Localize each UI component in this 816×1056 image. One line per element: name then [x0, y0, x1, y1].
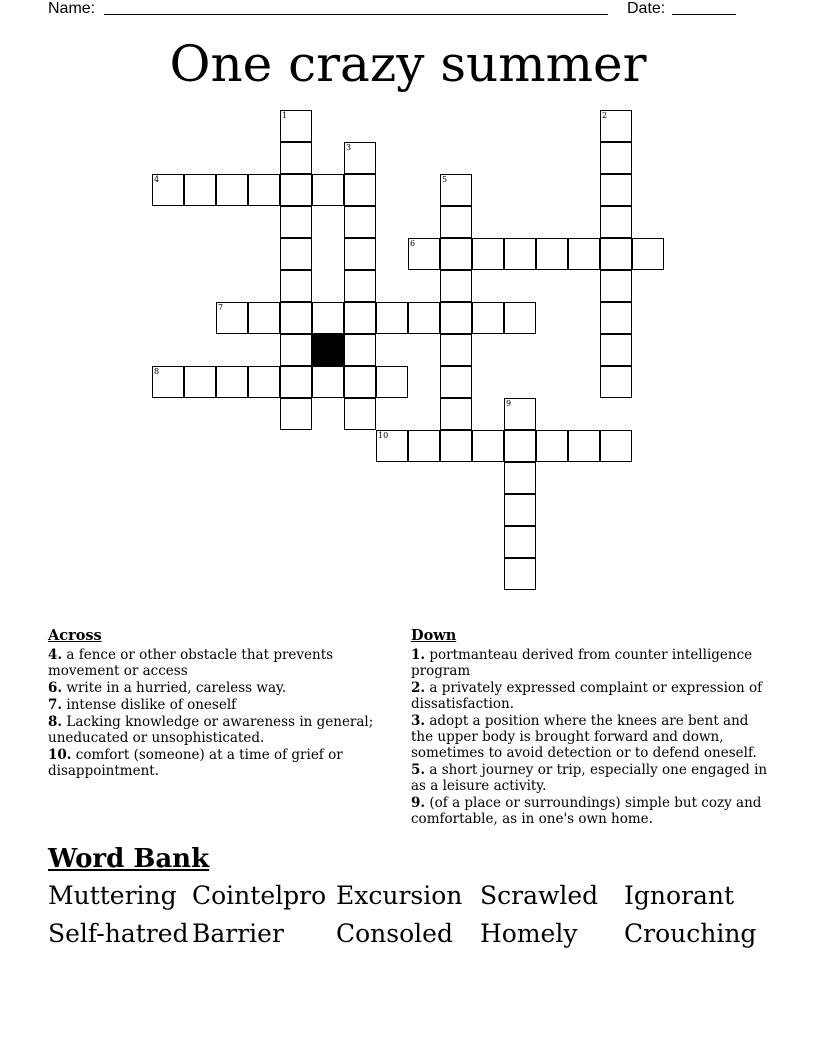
across-clue [48, 647, 393, 679]
grid-cell[interactable] [600, 110, 632, 142]
grid-cell[interactable] [440, 302, 472, 334]
across-clue [48, 697, 393, 713]
grid-cell[interactable] [440, 398, 472, 430]
grid-cell[interactable] [344, 398, 376, 430]
grid-cell[interactable] [344, 206, 376, 238]
clue-text: comfort (someone) at a time of grief or disappointment. [48, 747, 343, 779]
down-clue [411, 762, 771, 794]
grid-cell[interactable] [280, 174, 312, 206]
across-clue [48, 680, 393, 696]
grid-cell[interactable] [632, 238, 664, 270]
grid-cell[interactable] [280, 110, 312, 142]
grid-cell[interactable] [568, 238, 600, 270]
grid-cell[interactable] [344, 238, 376, 270]
grid-cell[interactable] [504, 526, 536, 558]
grid-cell[interactable] [248, 366, 280, 398]
word-bank-word: Excursion [336, 881, 463, 910]
clue-text: intense dislike of oneself [62, 697, 237, 713]
grid-cell[interactable] [600, 206, 632, 238]
down-clue [411, 680, 771, 712]
clue-number: 6. [48, 680, 63, 696]
clue-number: 3 [346, 143, 352, 152]
word-bank-word: Crouching [624, 919, 757, 948]
word-bank-word: Scrawled [480, 881, 599, 910]
grid-cell[interactable] [216, 174, 248, 206]
grid-cell[interactable] [280, 366, 312, 398]
grid-cell[interactable] [280, 398, 312, 430]
grid-cell[interactable] [376, 302, 408, 334]
grid-cell[interactable] [280, 238, 312, 270]
word-bank-word: Ignorant [624, 881, 735, 910]
clue-number: 4. [48, 647, 63, 663]
grid-cell[interactable] [280, 142, 312, 174]
grid-cell[interactable] [504, 238, 536, 270]
grid-cell[interactable] [600, 174, 632, 206]
clue-number: 8 [154, 367, 160, 376]
grid-cell[interactable] [344, 142, 376, 174]
grid-cell[interactable] [344, 302, 376, 334]
grid-cell[interactable] [504, 398, 536, 430]
across-heading: Across [48, 627, 102, 644]
grid-cell[interactable] [568, 430, 600, 462]
grid-cell[interactable] [184, 174, 216, 206]
shaded-cell [312, 334, 344, 366]
grid-cell[interactable] [248, 174, 280, 206]
clue-text: write in a hurried, careless way. [62, 680, 287, 696]
grid-cell[interactable] [312, 174, 344, 206]
grid-cell[interactable] [280, 270, 312, 302]
grid-cell[interactable] [536, 238, 568, 270]
name-label: Name: [48, 0, 100, 17]
clue-text: Lacking knowledge or awareness in general; uneducated or unsophisticated. [48, 714, 374, 746]
grid-cell[interactable] [376, 430, 408, 462]
across-clue [48, 714, 393, 746]
grid-cell[interactable] [600, 270, 632, 302]
grid-cell[interactable] [536, 430, 568, 462]
grid-cell[interactable] [344, 334, 376, 366]
clue-number: 1. [411, 647, 426, 663]
grid-cell[interactable] [600, 238, 632, 270]
word-bank-word: Muttering [48, 881, 177, 910]
clue-number: 2. [411, 680, 426, 696]
puzzle-title: One crazy summer [169, 35, 647, 93]
grid-cell[interactable] [408, 430, 440, 462]
grid-cell[interactable] [600, 366, 632, 398]
grid-cell[interactable] [344, 174, 376, 206]
down-clue [411, 713, 771, 761]
grid-cell[interactable] [408, 302, 440, 334]
clue-number: 10. [48, 747, 72, 763]
grid-cell[interactable] [152, 174, 184, 206]
grid-cell[interactable] [472, 238, 504, 270]
clue-text: a privately expressed complaint or expression of dissatisfaction. [411, 680, 763, 712]
grid-cell[interactable] [504, 494, 536, 526]
clue-number: 1 [282, 111, 288, 120]
grid-cell[interactable] [152, 366, 184, 398]
grid-cell[interactable] [600, 334, 632, 366]
grid-cell[interactable] [600, 430, 632, 462]
grid-cell[interactable] [504, 462, 536, 494]
clue-number: 4 [154, 175, 160, 184]
grid-cell[interactable] [440, 334, 472, 366]
grid-cell[interactable] [280, 302, 312, 334]
grid-cell[interactable] [344, 270, 376, 302]
clue-number: 7. [48, 697, 63, 713]
grid-cell[interactable] [504, 302, 536, 334]
clue-text: (of a place or surroundings) simple but cozy and comfortable, as in one's own home. [411, 795, 762, 827]
clue-text: a fence or other obstacle that prevents movement or access [48, 647, 334, 679]
down-clue [411, 647, 771, 679]
date-label: Date: [627, 0, 670, 17]
grid-cell[interactable] [216, 302, 248, 334]
grid-cell[interactable] [600, 142, 632, 174]
grid-cell[interactable] [504, 558, 536, 590]
grid-cell[interactable] [504, 430, 536, 462]
clue-number: 9 [506, 399, 512, 408]
grid-cell[interactable] [184, 366, 216, 398]
word-bank-title: Word Bank [48, 844, 210, 874]
grid-cell[interactable] [216, 366, 248, 398]
clue-number: 2 [602, 111, 608, 120]
clue-number: 9. [411, 795, 426, 811]
word-bank-word: Consoled [336, 919, 453, 948]
clue-number: 7 [218, 303, 224, 312]
clue-number: 6 [410, 239, 416, 248]
down-heading: Down [411, 627, 457, 644]
grid-cell[interactable] [312, 302, 344, 334]
grid-cell[interactable] [408, 238, 440, 270]
word-bank-word: Barrier [192, 919, 284, 948]
across-clue [48, 747, 393, 779]
grid-cell[interactable] [472, 302, 504, 334]
grid-cell[interactable] [440, 430, 472, 462]
grid-cell[interactable] [440, 270, 472, 302]
clue-number: 8. [48, 714, 63, 730]
grid-cell[interactable] [344, 366, 376, 398]
grid-cell[interactable] [312, 366, 344, 398]
down-clue [411, 795, 771, 827]
grid-cell[interactable] [376, 366, 408, 398]
grid-cell[interactable] [472, 430, 504, 462]
word-bank-word: Cointelpro [192, 881, 327, 910]
clue-number: 5. [411, 762, 426, 778]
grid-cell[interactable] [440, 366, 472, 398]
down-clues [411, 628, 771, 828]
grid-cell[interactable] [600, 302, 632, 334]
grid-cell[interactable] [440, 174, 472, 206]
across-clues [48, 628, 393, 780]
grid-cell[interactable] [440, 206, 472, 238]
clue-text: a short journey or trip, especially one engaged in as a leisure activity. [411, 762, 768, 794]
grid-cell[interactable] [248, 302, 280, 334]
clue-text: portmanteau derived from counter intelligence program [411, 647, 753, 679]
word-bank-word: Self-hatred [48, 919, 189, 948]
clue-number: 10 [378, 431, 389, 440]
word-bank [48, 880, 778, 950]
clue-text: adopt a position where the knees are bent and the upper body is brought forward and down, sometimes to avoid detection or to defend oneself. [411, 713, 757, 761]
clue-number: 5 [442, 175, 448, 184]
grid-cell[interactable] [280, 334, 312, 366]
word-bank-word: Homely [480, 919, 578, 948]
clue-number: 3. [411, 713, 426, 729]
grid-cell[interactable] [280, 206, 312, 238]
grid-cell[interactable] [440, 238, 472, 270]
